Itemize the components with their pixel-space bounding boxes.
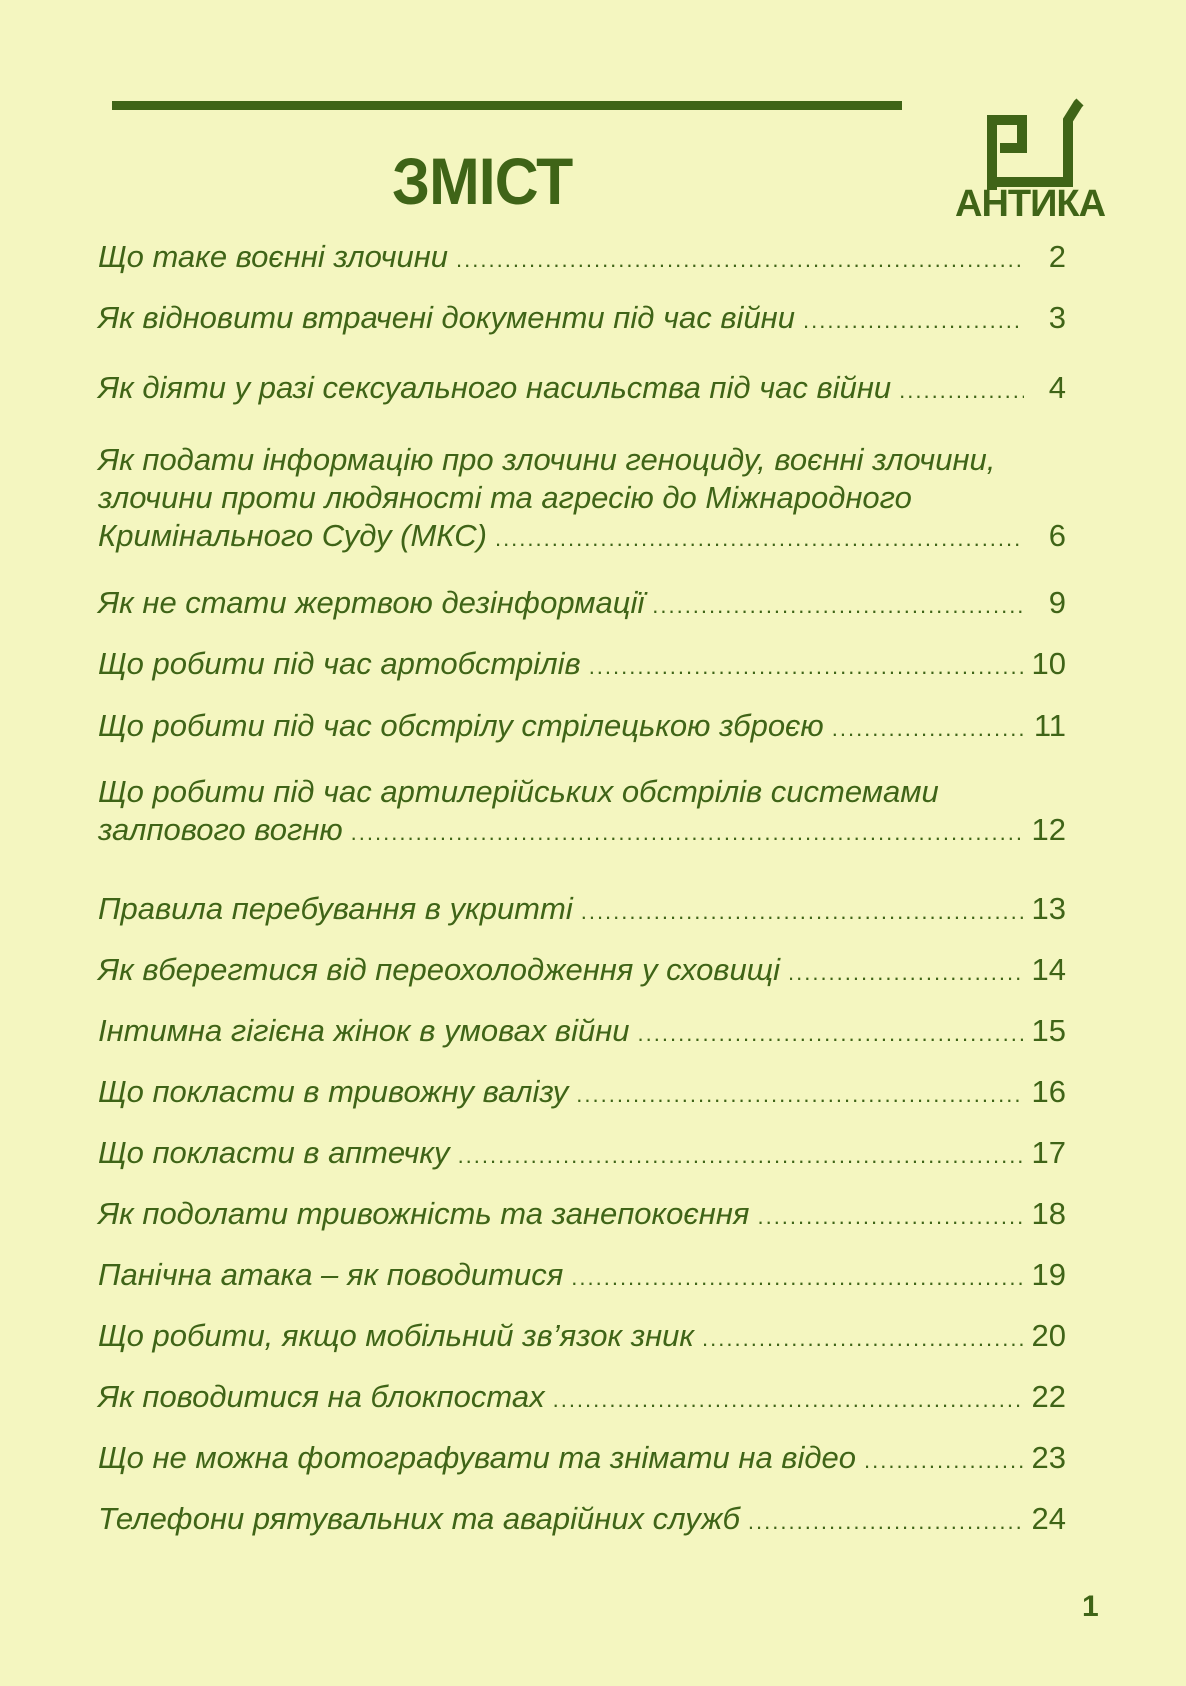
dot-leader: [864, 1442, 1024, 1480]
toc-entry-row: [98, 1500, 1066, 1541]
toc-entry-title: Що таке воєнні злочини: [98, 239, 449, 274]
toc-entry-page: 15: [1031, 1013, 1066, 1048]
toc-entry-row: [98, 1439, 1066, 1480]
toc-entry-title: залпового вогню: [98, 812, 343, 847]
toc-entry-row: [98, 584, 1066, 625]
dot-leader: [803, 302, 1024, 340]
toc-entry-title: Що не можна фотографувати та знімати на відео: [98, 1440, 856, 1475]
dot-leader: [581, 893, 1024, 931]
toc-entry-page: 24: [1031, 1501, 1066, 1536]
toc-entry[interactable]: [98, 1378, 1066, 1419]
toc-entry-row: [98, 1317, 1066, 1358]
toc-entry-page: 6: [1048, 518, 1066, 553]
dot-leader: [589, 648, 1024, 686]
dot-leader: [351, 814, 1024, 852]
dot-leader: [899, 372, 1024, 410]
toc-entry-title: Як не стати жертвою дезінформації: [98, 585, 645, 620]
toc-entry-title: Що покласти в аптечку: [98, 1135, 450, 1170]
toc-entry-title: Як вберегтися від переохолодження у сховищі: [98, 952, 780, 987]
toc-entry-page: 2: [1048, 239, 1066, 274]
toc-entry-row: [98, 369, 1066, 410]
toc-entry-row: [98, 1256, 1066, 1297]
toc-entry-page: 23: [1031, 1440, 1066, 1475]
toc-entry[interactable]: [98, 369, 1066, 410]
dot-leader: [652, 587, 1024, 625]
toc-entry-page: 22: [1031, 1379, 1066, 1414]
toc-entry-page: 17: [1031, 1135, 1066, 1170]
dot-leader: [702, 1320, 1023, 1358]
toc-entry-title: Телефони рятувальних та аварійних служб: [98, 1501, 740, 1536]
toc-entry-title-line: злочини проти людяності та агресію до Міжнародного: [98, 480, 912, 515]
dot-leader: [748, 1503, 1024, 1541]
toc-entry-title: Панічна атака – як поводитися: [98, 1257, 564, 1292]
toc-entry[interactable]: [98, 890, 1066, 931]
top-rule: [112, 101, 902, 110]
toc-entry-page: 10: [1031, 646, 1066, 681]
toc-entry-row: [98, 811, 1066, 852]
antika-logo-text: АНТИКА: [955, 183, 1106, 225]
toc-entry-page: 9: [1048, 585, 1066, 620]
toc-entry[interactable]: [98, 645, 1066, 686]
toc-entry-page: 11: [1033, 708, 1066, 743]
toc-entry-title: Кримінального Суду (МКС): [98, 518, 487, 553]
toc-entry-page: 18: [1031, 1196, 1066, 1231]
dot-leader: [495, 520, 1024, 558]
toc-entry[interactable]: [98, 1073, 1066, 1114]
toc-entry[interactable]: [98, 299, 1066, 340]
toc-entry[interactable]: [98, 441, 1066, 558]
page-title: ЗМІСТ: [392, 144, 573, 218]
toc-entry-row: [98, 517, 1066, 558]
toc-entry-page: 4: [1048, 370, 1066, 405]
dot-leader: [571, 1259, 1023, 1297]
toc-entry-title: Як діяти у разі сексуального насильства під час війни: [98, 370, 892, 405]
toc-entry-title: Як подолати тривожність та занепокоєння: [98, 1196, 750, 1231]
toc-entry-row: [98, 1012, 1066, 1053]
toc-entry-title: Правила перебування в укритті: [98, 891, 573, 926]
page-number: 1: [1082, 1590, 1099, 1623]
dot-leader: [757, 1198, 1023, 1236]
dot-leader: [576, 1076, 1023, 1114]
toc-entry-row: [98, 1195, 1066, 1236]
toc-entry[interactable]: [98, 707, 1066, 748]
toc-entry[interactable]: [98, 951, 1066, 992]
toc-entry-row: [98, 1073, 1066, 1114]
toc-entry-row: [98, 238, 1066, 279]
toc-entry-page: 13: [1031, 891, 1066, 926]
toc-entry[interactable]: [98, 1500, 1066, 1541]
toc-entry[interactable]: [98, 1195, 1066, 1236]
dot-leader: [638, 1015, 1024, 1053]
toc-entry-row: [98, 1134, 1066, 1175]
dot-leader: [788, 954, 1024, 992]
toc-entry-title: Що покласти в тривожну валізу: [98, 1074, 569, 1109]
toc-entry[interactable]: [98, 773, 1066, 852]
toc-entry-row: [98, 645, 1066, 686]
toc-entry-title: Що робити, якщо мобільний зв’язок зник: [98, 1318, 695, 1353]
toc-entry[interactable]: [98, 1317, 1066, 1358]
toc-entry-row: [98, 1378, 1066, 1419]
toc-entry-title: Як відновити втрачені документи під час війни: [98, 300, 795, 335]
toc-entry-row: [98, 890, 1066, 931]
toc-entry-page: 3: [1048, 300, 1066, 335]
toc-entry-page: 19: [1031, 1257, 1066, 1292]
dot-leader: [458, 1137, 1024, 1175]
toc-entry-row: [98, 707, 1066, 748]
dot-leader: [553, 1381, 1024, 1419]
toc-entry-row: [98, 951, 1066, 992]
toc-entry[interactable]: [98, 1439, 1066, 1480]
toc-entry-title: Що робити під час артобстрілів: [98, 646, 581, 681]
toc-entry-row: [98, 299, 1066, 340]
toc-entry-page: 14: [1031, 952, 1066, 987]
toc-entry-page: 16: [1031, 1074, 1066, 1109]
toc-entry[interactable]: [98, 238, 1066, 279]
toc-entry-title: Інтимна гігієна жінок в умовах війни: [98, 1013, 630, 1048]
dot-leader: [456, 241, 1024, 279]
toc-entry[interactable]: [98, 1134, 1066, 1175]
toc-entry-title-line: Що робити під час артилерійських обстрілів системами: [98, 774, 939, 809]
toc-entry[interactable]: [98, 1256, 1066, 1297]
toc-entry-page: 20: [1031, 1318, 1066, 1353]
toc-entry-title-line: Як подати інформацію про злочини геноциду, воєнні злочини,: [98, 442, 996, 477]
dot-leader: [832, 710, 1024, 748]
toc-entry-title: Що робити під час обстрілу стрілецькою зброєю: [98, 708, 824, 743]
toc-entry-title: Як поводитися на блокпостах: [98, 1379, 545, 1414]
toc-entry-page: 12: [1031, 812, 1066, 847]
toc-entry[interactable]: [98, 1012, 1066, 1053]
toc-entry[interactable]: [98, 584, 1066, 625]
